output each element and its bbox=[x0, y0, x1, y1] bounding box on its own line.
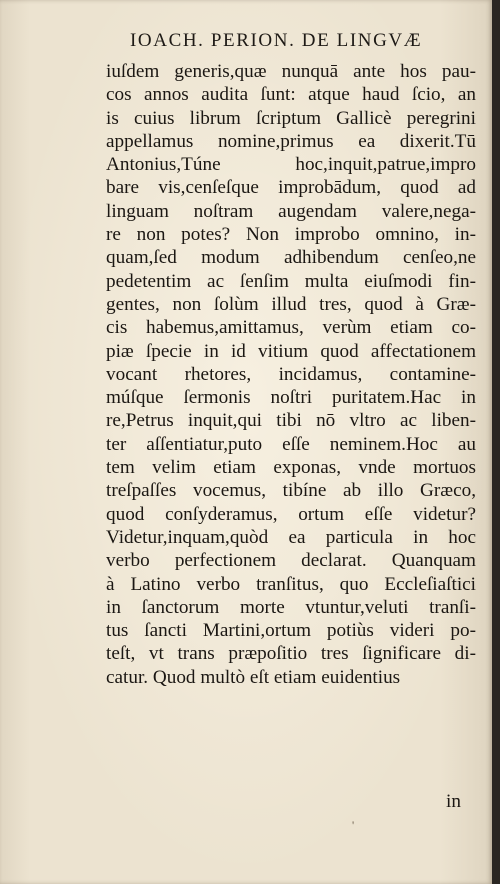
text-line: ter aſſentiatur,puto eſſe neminem.Hoc au bbox=[106, 433, 476, 455]
text-line: bare vis,cenſeſque improbādum, quod ad bbox=[106, 177, 476, 199]
text-line: pedetentim ac ſenſim multa eiuſmodi fin- bbox=[106, 270, 476, 292]
paper-speck: ' bbox=[352, 818, 355, 832]
running-head: IOACH. PERION. DE LINGVÆ bbox=[130, 30, 423, 51]
text-line: teſt, vt trans præpoſitio tres ſignificare di- bbox=[106, 643, 476, 665]
text-line: gentes, non ſolùm illud tres, quod à Græ- bbox=[106, 293, 476, 315]
text-line: à Latino verbo tranſitus, quo Eccleſiaſtici bbox=[106, 573, 476, 595]
text-line: cis habemus,amittamus, verùm etiam co- bbox=[106, 317, 476, 339]
text-line: piæ ſpecie in id vitium quod affectationem bbox=[106, 340, 476, 362]
text-line: is cuius librum ſcriptum Gallicè peregrini bbox=[106, 107, 476, 129]
text-line: catur. Quod multò eſt etiam euidentius bbox=[106, 666, 401, 688]
text-line: appellamus nomine,primus ea dixerit.Tū bbox=[106, 130, 476, 152]
text-line: re,Petrus inquit,qui tibi nō vltro ac liben- bbox=[106, 410, 476, 432]
text-line: tus ſancti Martini,ortum potiùs videri po- bbox=[106, 620, 476, 642]
text-line: linguam noſtram augendam valere,nega- bbox=[106, 200, 476, 222]
text-line: cos annos audita ſunt: atque haud ſcio, an bbox=[106, 84, 476, 106]
body-text bbox=[106, 60, 476, 689]
text-line: Antonius,Túne hoc,inquit,patrue,impro bbox=[106, 154, 476, 176]
text-line: quam,ſed modum adhibendum cenſeo,ne bbox=[106, 247, 476, 269]
text-line: tem velim etiam exponas, vnde mortuos bbox=[106, 457, 476, 479]
text-line: verbo perfectionem declarat. Quanquam bbox=[106, 550, 476, 572]
text-line: Videtur,inquam,quòd ea particula in hoc bbox=[106, 526, 476, 548]
text-line: in ſanctorum morte vtuntur,veluti tranſi- bbox=[106, 596, 476, 618]
text-line: iuſdem generis,quæ nunquā ante hos pau- bbox=[106, 61, 476, 82]
text-line: treſpaſſes vocemus, tibíne ab illo Græco, bbox=[106, 480, 476, 502]
text-line: re non potes? Non improbo omnino, in- bbox=[106, 224, 476, 246]
text-line: vocant rhetores, incidamus, contamine- bbox=[106, 363, 476, 385]
text-line: quod conſyderamus, ortum eſſe videtur? bbox=[106, 503, 476, 525]
catchword: in bbox=[446, 791, 461, 812]
text-line: múſque ſermonis noſtri puritatem.Hac in bbox=[106, 387, 476, 409]
